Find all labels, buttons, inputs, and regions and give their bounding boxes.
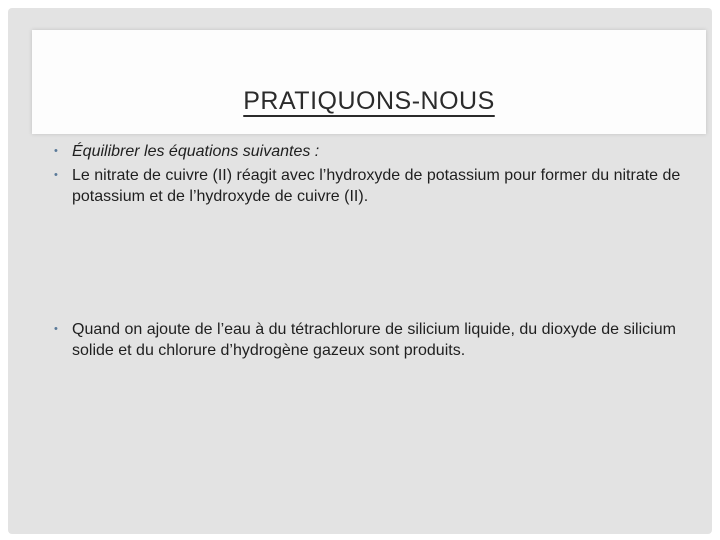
- bullet-list-bottom: [54, 319, 684, 364]
- bullet-dot-icon: •: [54, 169, 58, 181]
- bullet-exercise-1: [54, 165, 684, 207]
- bullet-dot-icon: •: [54, 145, 58, 157]
- title-box: [32, 30, 706, 134]
- slide-title: PRATIQUONS-NOUS: [243, 87, 495, 115]
- bullet-dot-icon: •: [54, 323, 58, 335]
- bullet-text: Quand on ajoute de l’eau à du tétrachlorure de silicium liquide, du dioxyde de silicium solide et du chlorure d’hydrogène gazeux sont produits.: [72, 321, 676, 359]
- bullet-list-top: [54, 141, 684, 210]
- bullet-text: Équilibrer les équations suivantes :: [72, 143, 320, 160]
- slide: [8, 8, 712, 534]
- bullet-text: Le nitrate de cuivre (II) réagit avec l’hydroxyde de potassium pour former du nitrate de potassium et de l’hydroxyde de cuivre (II).: [72, 167, 681, 205]
- bullet-instruction: [54, 141, 684, 162]
- bullet-exercise-2: [54, 319, 684, 361]
